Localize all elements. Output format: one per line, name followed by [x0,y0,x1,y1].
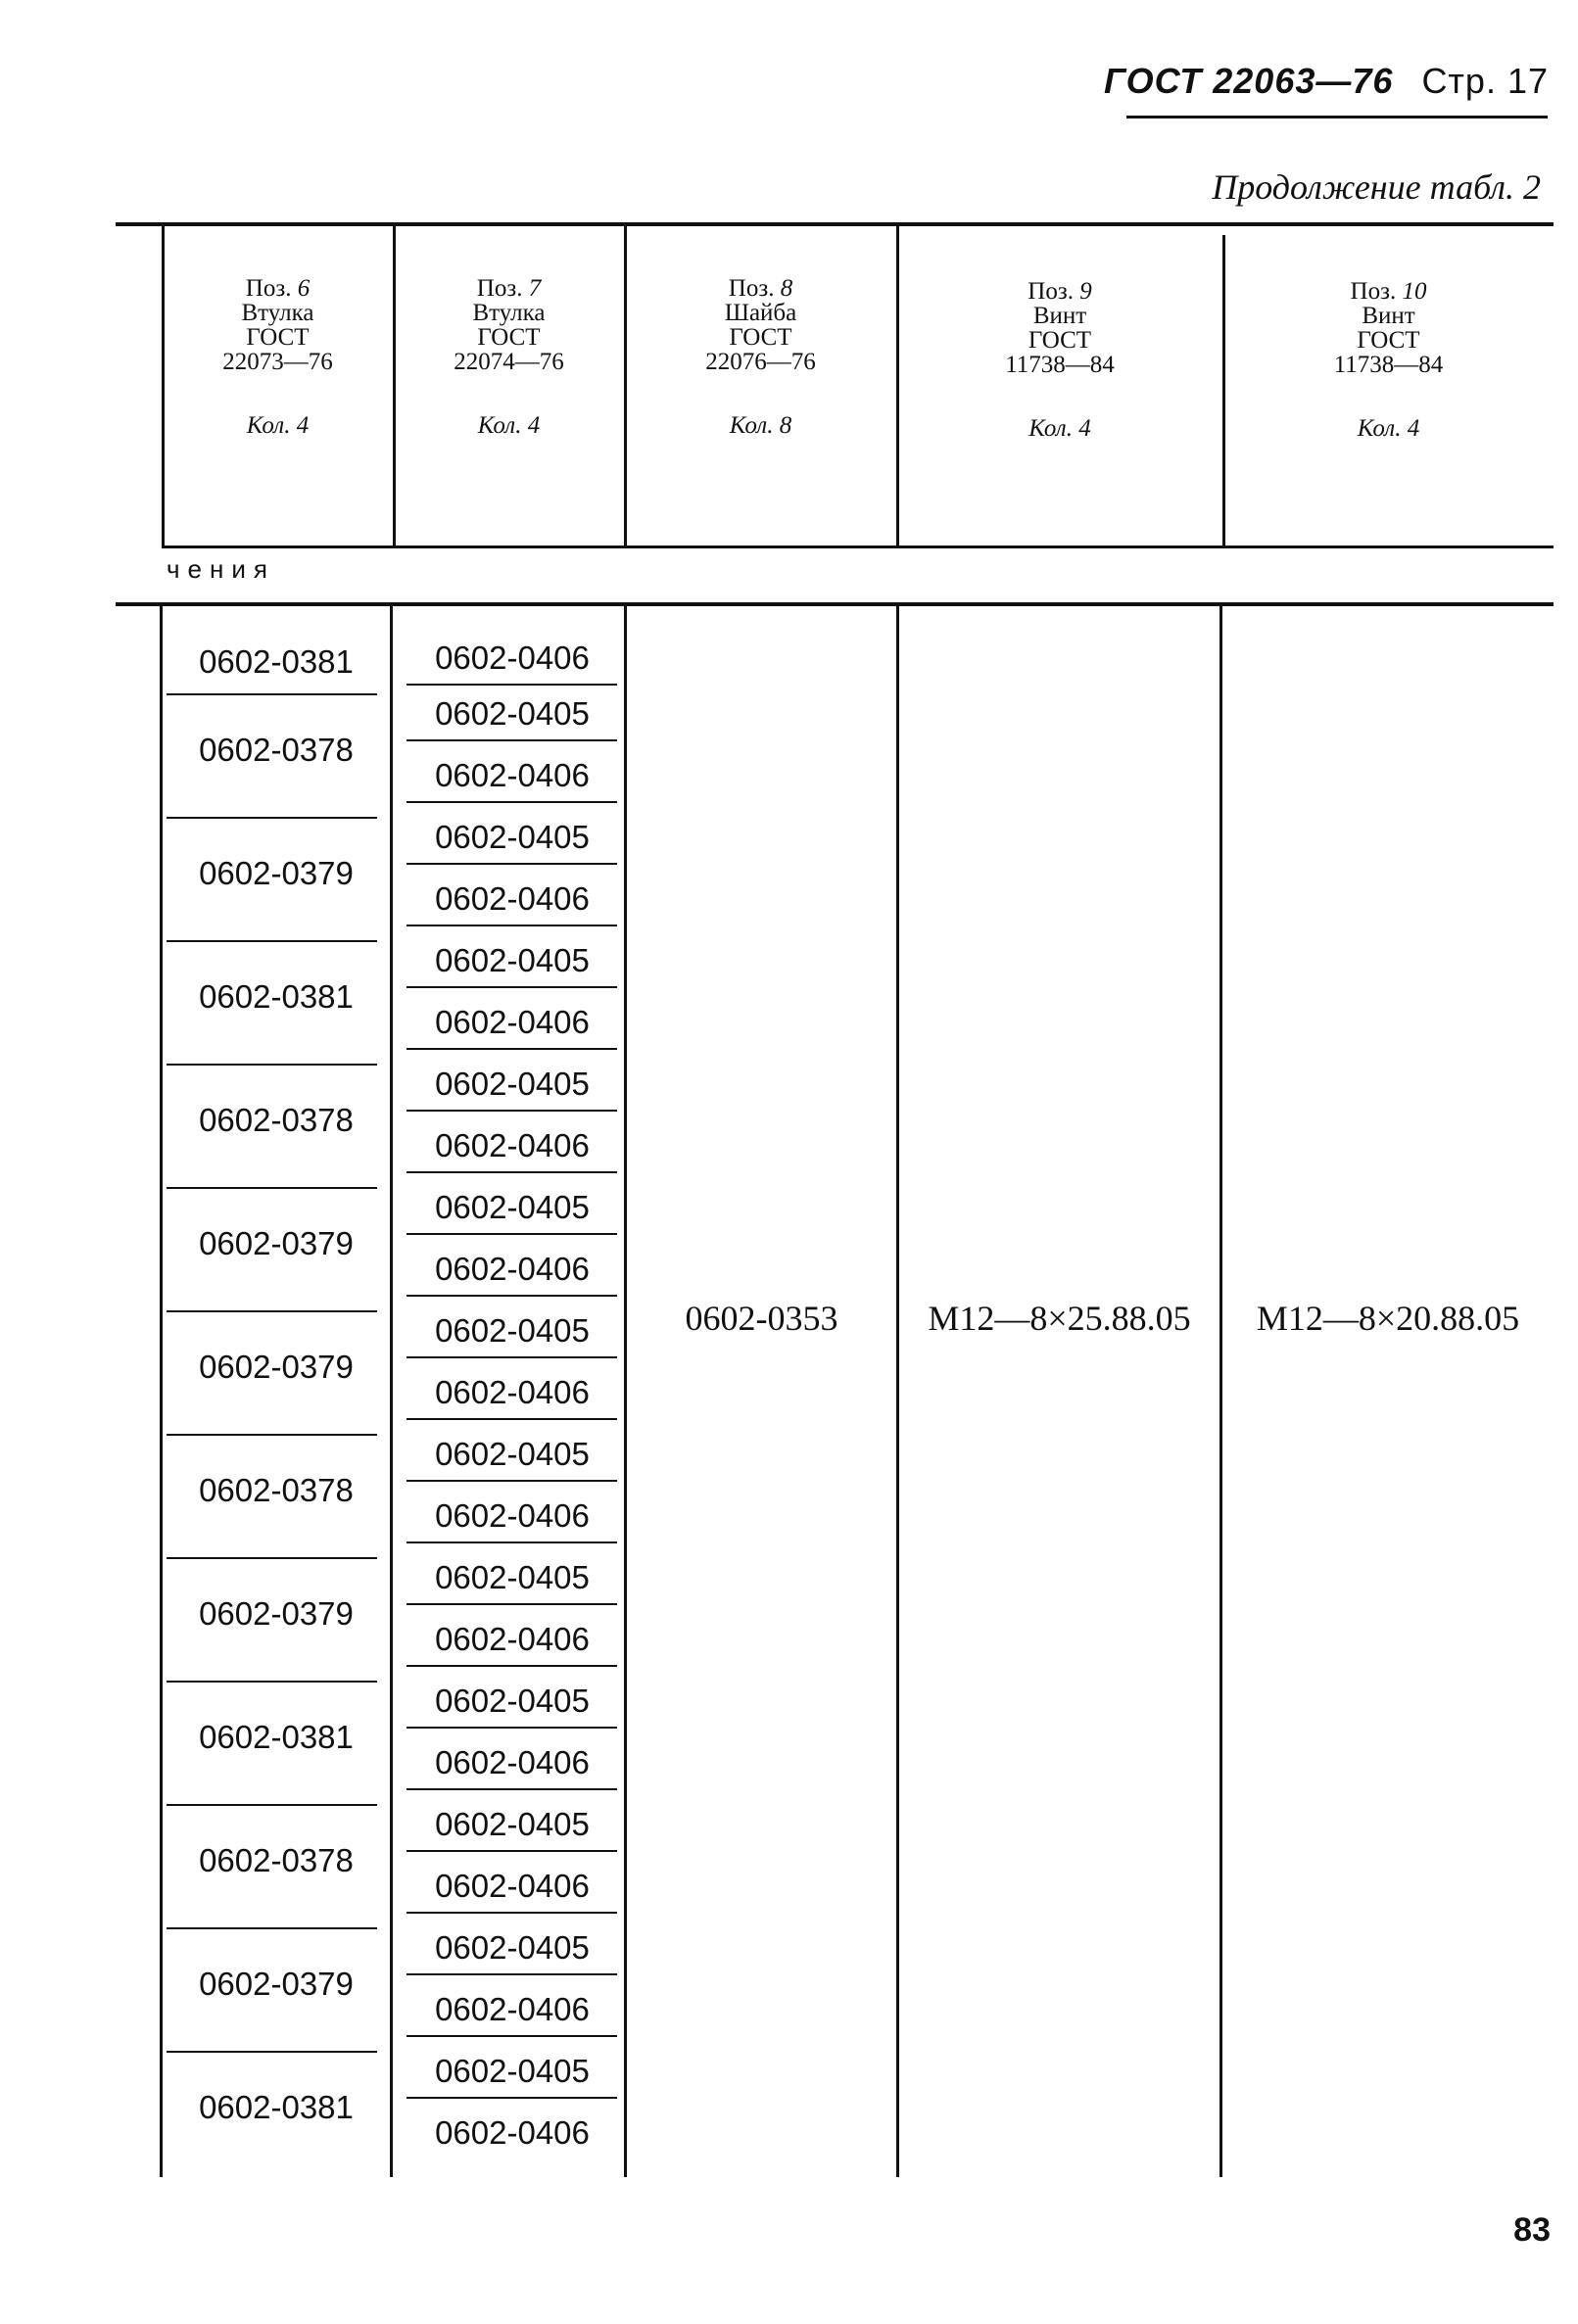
col7-cell: 0602-0405 [435,1559,590,1595]
col9-value: M12—8×25.88.05 [928,1299,1191,1338]
col7-cell: 0602-0405 [435,1189,590,1225]
col7-cell: 0602-0406 [435,1744,590,1780]
column-header-pos9: Поз. 9 Винт ГОСТ 11738—84 Кол. 4 [1005,278,1115,442]
col7-cell: 0602-0406 [435,1991,590,2027]
col7-row-rule [406,801,617,803]
col6-cell: 0602-0378 [199,1472,354,1508]
table-top-rule [116,222,1554,226]
col6-cell: 0602-0381 [199,978,354,1015]
col7-row-rule [406,1233,617,1235]
col8-value: 0602-0353 [685,1299,838,1338]
page-ref: Стр. 17 [1421,61,1549,101]
col7-row-rule [406,925,617,926]
page-header [1104,61,1549,102]
col7-row-rule [406,1356,617,1358]
col6-row-rule [167,1434,377,1436]
col6-row-rule [167,1310,377,1312]
col6-cell: 0602-0378 [199,732,354,768]
col7-cell: 0602-0406 [435,1497,590,1534]
column-header-pos7: Поз. 7 Втулка ГОСТ 22074—76 Кол. 4 [454,275,564,439]
col7-row-rule [406,1171,617,1173]
col7-row-rule [406,1727,617,1729]
header-rule [1126,116,1548,119]
table-continuation-label: Продолжение табл. 2 [1212,167,1541,207]
col7-row-rule [406,1480,617,1482]
standard-code: ГОСТ 22063—76 [1104,61,1394,101]
col6-cell: 0602-0379 [199,1595,354,1632]
col7-row-rule [406,1973,617,1975]
col7-cell: 0602-0405 [435,2053,590,2089]
col7-cell: 0602-0405 [435,1806,590,1842]
col7-cell: 0602-0406 [435,757,590,793]
col6-cell: 0602-0381 [199,2089,354,2125]
col6-row-rule [167,1187,377,1189]
col-divider [160,606,163,2177]
col7-row-rule [406,2035,617,2037]
col6-cell: 0602-0379 [199,1349,354,1385]
col7-row-rule [406,863,617,865]
col7-row-rule [406,986,617,988]
col6-cell: 0602-0379 [199,1225,354,1261]
column-header-pos10: Поз. 10 Винт ГОСТ 11738—84 Кол. 4 [1333,278,1444,442]
col7-cell: 0602-0405 [435,1929,590,1966]
col6-row-rule [167,940,377,942]
col10-value: M12—8×20.88.05 [1256,1299,1520,1338]
col7-row-rule [406,1110,617,1112]
col7-cell: 0602-0405 [435,1436,590,1472]
col6-cell: 0602-0381 [199,642,354,680]
col7-cell: 0602-0405 [435,1066,590,1102]
col6-row-rule [167,817,377,819]
col6-cell: 0602-0379 [199,1966,354,2002]
col7-row-rule [406,2097,617,2099]
col7-row-rule [406,1665,617,1667]
col7-cell: 0602-0405 [435,1683,590,1719]
col6-cell: 0602-0381 [199,1719,354,1755]
col6-cell: 0602-0378 [199,1842,354,1878]
col7-cell: 0602-0406 [435,640,590,676]
col7-row-rule [406,1295,617,1297]
col7-cell: 0602-0406 [435,1868,590,1904]
col-divider [390,606,393,2177]
col7-row-rule [406,684,617,686]
col7-row-rule [406,1850,617,1852]
col6-cell: 0602-0378 [199,1102,354,1138]
col-divider [896,606,899,2177]
col7-row-rule [406,1603,617,1605]
col7-cell: 0602-0405 [435,942,590,978]
col7-cell: 0602-0406 [435,1251,590,1287]
col7-cell: 0602-0406 [435,1374,590,1410]
header-bottom-rule [162,545,1554,548]
col7-cell: 0602-0405 [435,695,590,732]
section-rule [116,602,1554,606]
page-number: 83 [1513,2211,1551,2249]
col7-cell: 0602-0406 [435,880,590,917]
col6-row-rule [167,1804,377,1806]
col6-row-rule [167,1681,377,1683]
section-label: чения [167,554,275,584]
col6-row-rule [167,2051,377,2053]
col6-row-rule [167,1557,377,1559]
col7-row-rule [406,1788,617,1790]
col6-cell: 0602-0379 [199,855,354,891]
col7-row-rule [406,1418,617,1420]
col7-row-rule [406,1541,617,1543]
col7-cell: 0602-0405 [435,1312,590,1349]
column-header-pos8: Поз. 8 Шайба ГОСТ 22076—76 Кол. 8 [705,275,816,439]
col7-cell: 0602-0405 [435,819,590,855]
col7-cell: 0602-0406 [435,1621,590,1657]
col7-row-rule [406,1048,617,1050]
col6-row-rule [167,1927,377,1929]
col-divider [1219,606,1222,2177]
col6-row-rule [167,693,377,695]
col7-row-rule [406,739,617,741]
col7-row-rule [406,1912,617,1914]
column-header-pos6: Поз. 6 Втулка ГОСТ 22073—76 Кол. 4 [222,275,333,439]
col7-cell: 0602-0406 [435,1127,590,1163]
col6-row-rule [167,1064,377,1066]
col7-cell: 0602-0406 [435,2114,590,2151]
col7-cell: 0602-0406 [435,1004,590,1040]
col-divider [624,606,627,2177]
